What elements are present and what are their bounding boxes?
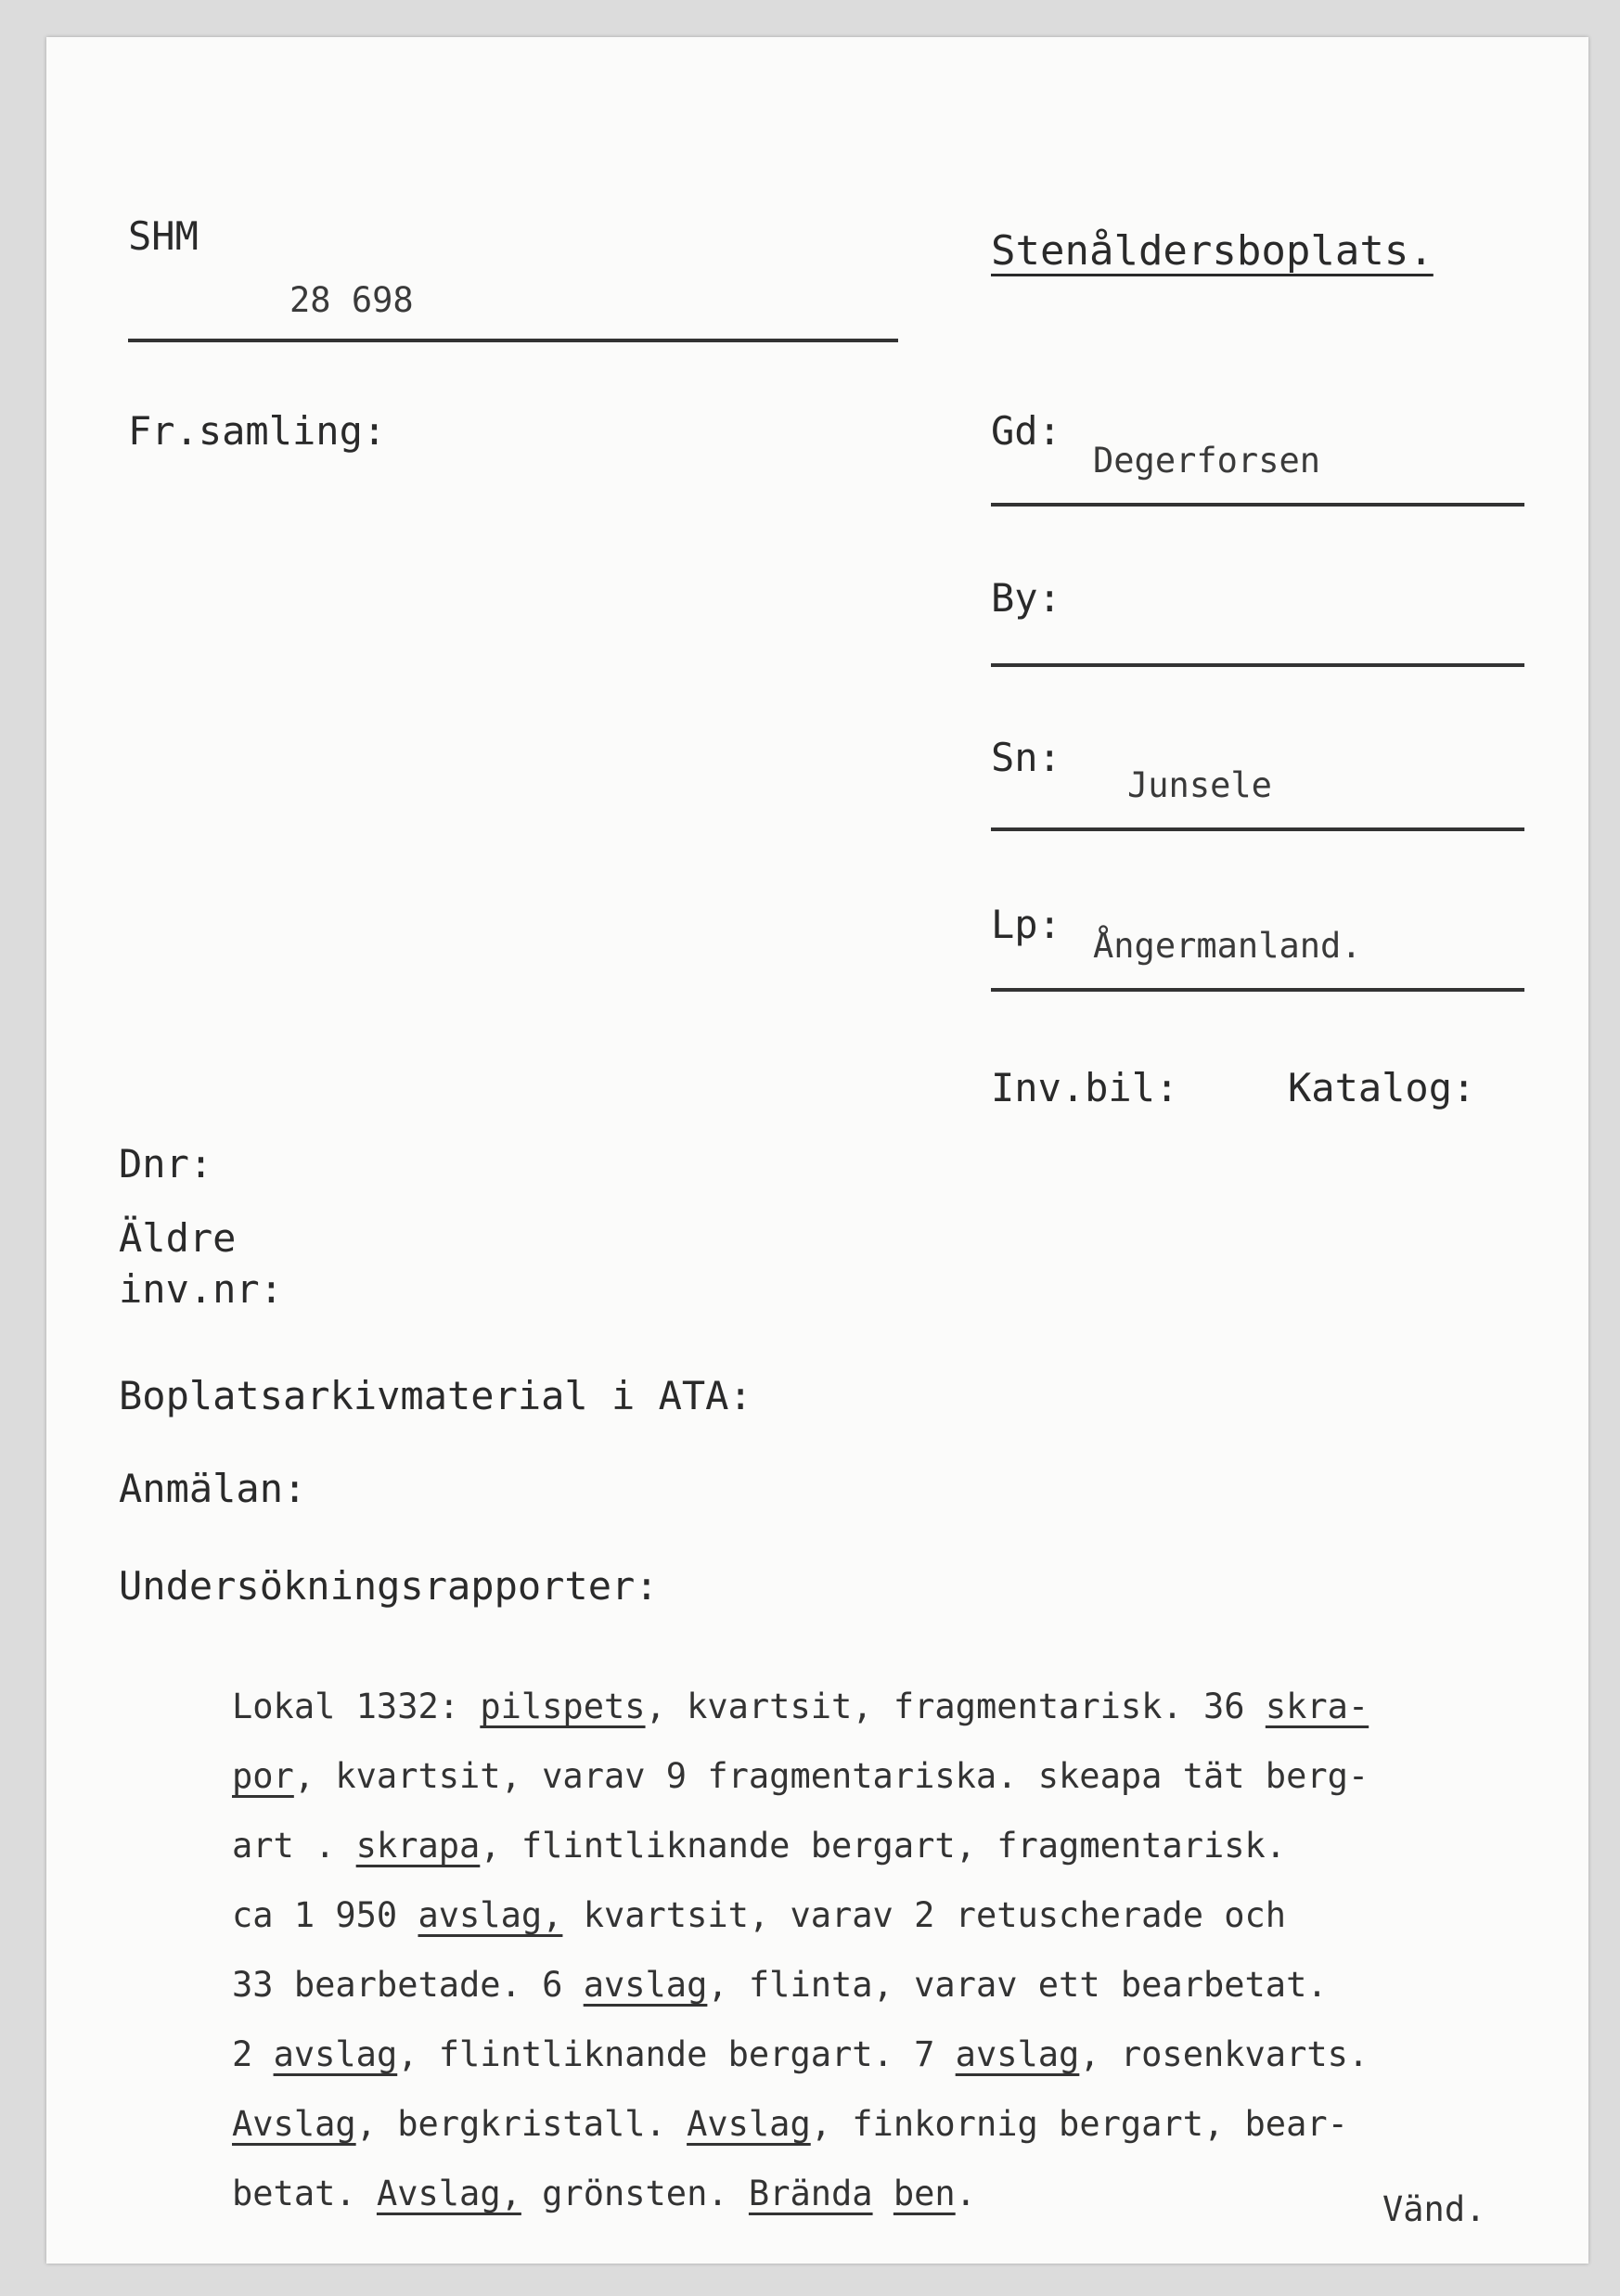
- card-title: Stenåldersboplats.: [991, 227, 1434, 275]
- report-line: ca 1 950 avslag, kvartsit, varav 2 retuscherade och: [232, 1895, 1287, 1935]
- report-line: 2 avslag, flintliknande bergart. 7 avslag, rosenkvarts.: [232, 2034, 1369, 2074]
- undersokning-label: Undersökningsrapporter:: [119, 1563, 659, 1609]
- by-label: By:: [991, 575, 1061, 621]
- report-line: art . skrapa, flintliknande bergart, fragmentarisk.: [232, 1826, 1287, 1866]
- fr-samling-label: Fr.samling:: [128, 408, 387, 454]
- report-line: Avslag, bergkristall. Avslag, finkornig bergart, bear-: [232, 2104, 1348, 2144]
- aldre-label: Äldre: [119, 1215, 237, 1261]
- inventory-number: 28 698: [289, 280, 414, 320]
- katalog-label: Katalog:: [1288, 1065, 1476, 1110]
- catalog-card: [46, 37, 1588, 2264]
- inv-bil-label: Inv.bil:: [991, 1065, 1179, 1110]
- lp-label: Lp:: [991, 902, 1061, 947]
- dnr-label: Dnr:: [119, 1141, 213, 1186]
- report-text: [232, 1672, 1577, 2228]
- sn-value: Junsele: [1127, 765, 1272, 805]
- report-line: Lokal 1332: pilspets, kvartsit, fragmentarisk. 36 skra-: [232, 1687, 1369, 1726]
- boplatsarkiv-label: Boplatsarkivmaterial i ATA:: [119, 1373, 752, 1418]
- report-line: betat. Avslag, grönsten. Brända ben.: [232, 2174, 976, 2213]
- lp-underline: [991, 988, 1524, 992]
- report-line: por, kvartsit, varav 9 fragmentariska. skeapa tät berg-: [232, 1756, 1369, 1796]
- sn-label: Sn:: [991, 735, 1061, 780]
- gd-label: Gd:: [991, 408, 1061, 454]
- by-underline: [991, 663, 1524, 667]
- museum-label: SHM: [128, 213, 199, 259]
- gd-value: Degerforsen: [1093, 441, 1321, 481]
- inv-nr-label: inv.nr:: [119, 1266, 284, 1312]
- report-line: 33 bearbetade. 6 avslag, flinta, varav ett bearbetat.: [232, 1965, 1328, 2005]
- gd-underline: [991, 503, 1524, 507]
- anmalan-label: Anmälan:: [119, 1466, 307, 1511]
- lp-value: Ångermanland.: [1093, 926, 1362, 966]
- sn-underline: [991, 827, 1524, 831]
- turn-over-note: Vänd.: [1382, 2189, 1486, 2229]
- header-underline: [128, 339, 898, 342]
